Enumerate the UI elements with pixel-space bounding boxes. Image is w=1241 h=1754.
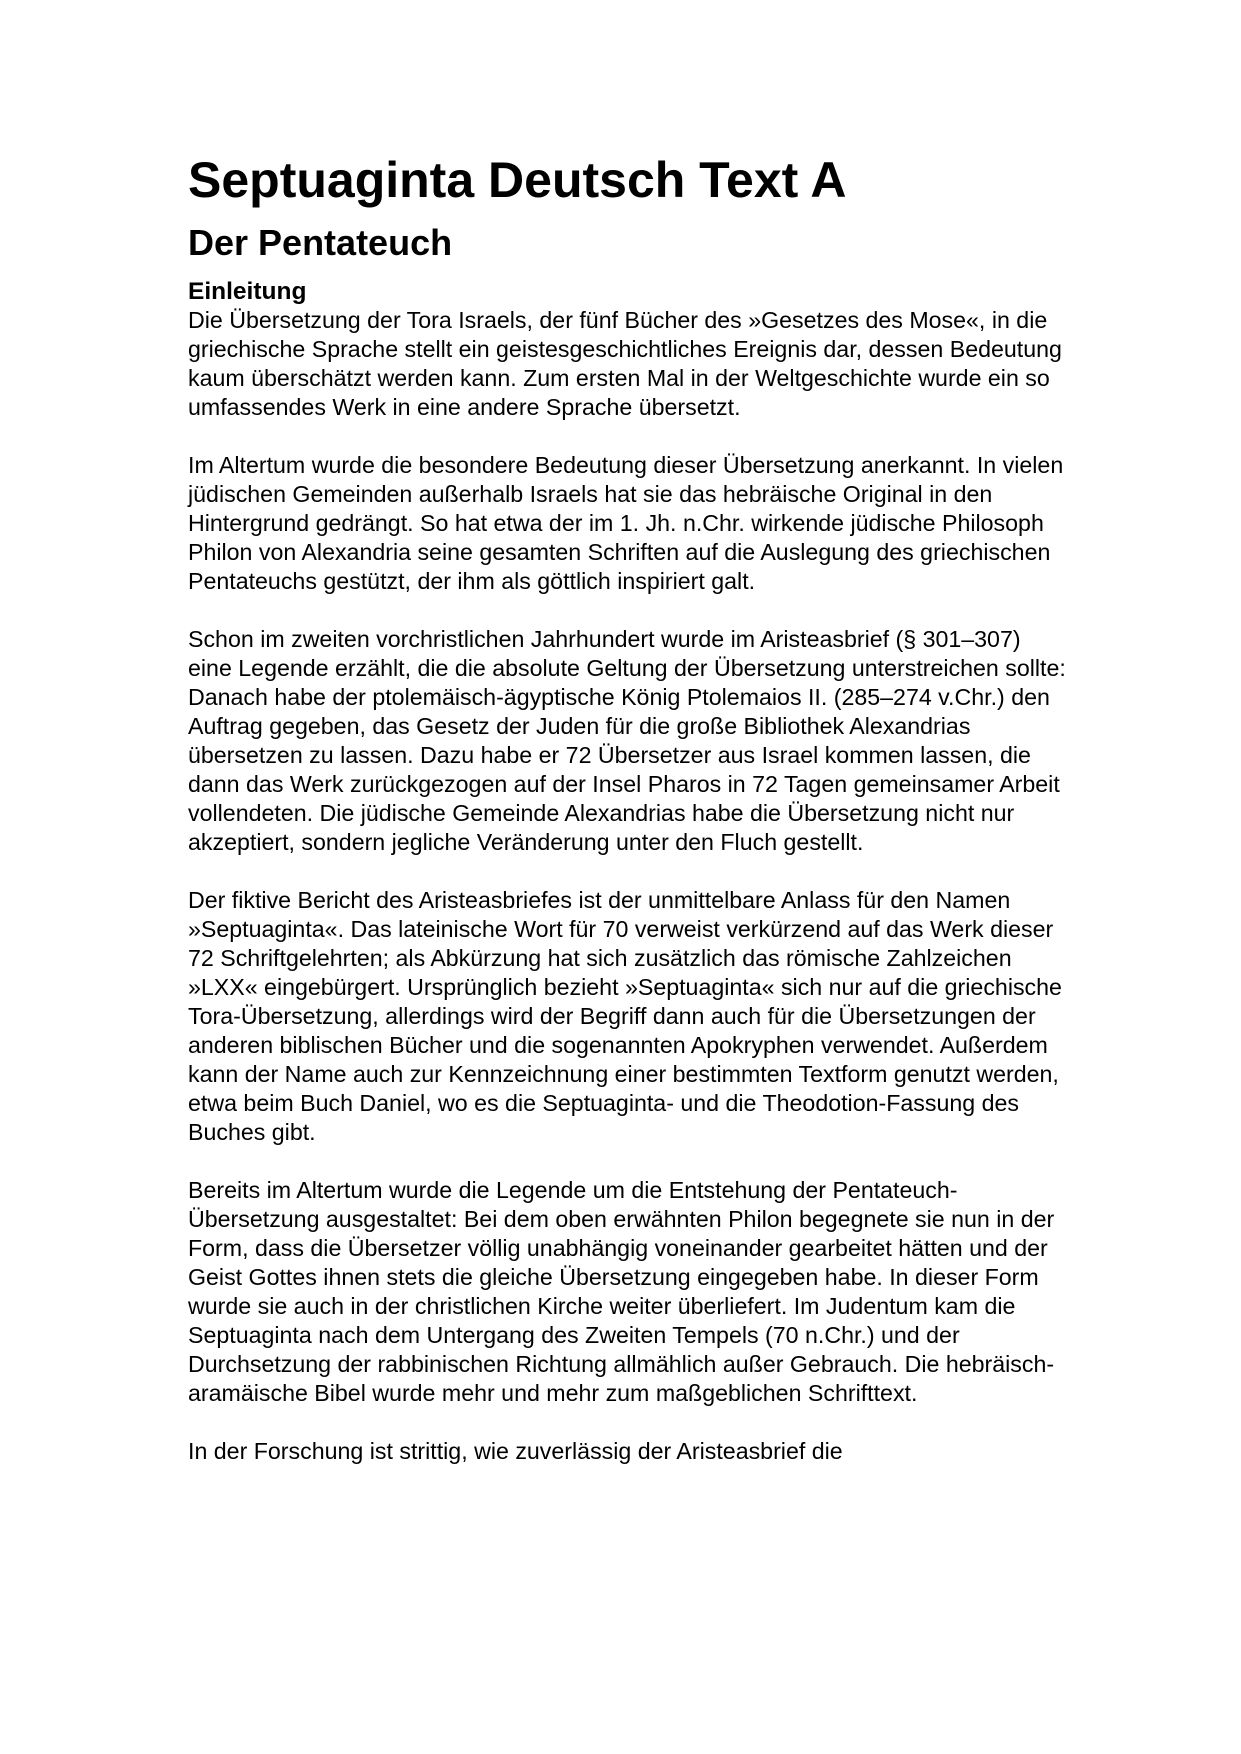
document-page: [188, 150, 1068, 1466]
paragraph: In der Forschung ist strittig, wie zuverlässig der Aristeasbrief die: [188, 1438, 843, 1464]
paragraph: Im Altertum wurde die besondere Bedeutung dieser Übersetzung anerkannt. In vielen jüdischen Gemeinden außerhalb Israels hat sie das hebräische Original in den Hintergrund gedrängt. So hat etwa der im 1. Jh. n.Chr. wirkende jüdische Philosoph Philon von Alexandria seine gesamten Schriften auf die Auslegung des griechischen Pentateuchs gestützt, der ihm als göttlich inspiriert galt.: [188, 452, 1064, 594]
document-title: Septuaginta Deutsch Text A: [188, 152, 847, 208]
document-subtitle: Der Pentateuch: [188, 222, 453, 263]
section-heading: Einleitung: [188, 278, 307, 305]
paragraph: Schon im zweiten vorchristlichen Jahrhundert wurde im Aristeasbrief (§ 301–307) eine Legende erzählt, die die absolute Geltung der Übersetzung unterstreichen sollte: Danach habe der ptolemäisch-ägyptische König Ptolemaios II. (285–274 v.Chr.) den Auftrag gegeben, das Gesetz der Juden für die große Bibliothek Alexandrias übersetzen zu lassen. Dazu habe er 72 Übersetzer aus Israel kommen lassen, die dann das Werk zurückgezogen auf der Insel Pharos in 72 Tagen gemeinsamer Arbeit vollendeten. Die jüdische Gemeinde Alexandrias habe die Übersetzung nicht nur akzeptiert, sondern jegliche Veränderung unter den Fluch gestellt.: [188, 626, 1066, 855]
paragraph: Bereits im Altertum wurde die Legende um die Entstehung der Pentateuch-Übersetzung ausgestaltet: Bei dem oben erwähnten Philon begegnete sie nun in der Form, dass die Übersetzer völlig unabhängig voneinander gearbeitet hätten und der Geist Gottes ihnen stets die gleiche Übersetzung eingegeben habe. In dieser Form wurde sie auch in der christlichen Kirche weiter überliefert. Im Judentum kam die Septuaginta nach dem Untergang des Zweiten Tempels (70 n.Chr.) und der Durchsetzung der rabbinischen Richtung allmählich außer Gebrauch. Die hebräisch-aramäische Bibel wurde mehr und mehr zum maßgeblichen Schrifttext.: [188, 1177, 1055, 1406]
paragraph: Der fiktive Bericht des Aristeasbriefes ist der unmittelbare Anlass für den Namen »Septuaginta«. Das lateinische Wort für 70 verweist verkürzend auf das Werk dieser 72 Schriftgelehrten; als Abkürzung hat sich zusätzlich das römische Zahlzeichen »LXX« eingebürgert. Ursprünglich bezieht »Septuaginta« sich nur auf die griechische Tora-Übersetzung, allerdings wird der Begriff dann auch für die Übersetzungen der anderen biblischen Bücher und die sogenannten Apokryphen verwendet. Außerdem kann der Name auch zur Kennzeichnung einer bestimmten Textform genutzt werden, etwa beim Buch Daniel, wo es die Septuaginta- und die Theodotion-Fassung des Buches gibt.: [188, 887, 1062, 1145]
body-text: [188, 306, 1068, 1466]
paragraph: Die Übersetzung der Tora Israels, der fünf Bücher des »Gesetzes des Mose«, in die griechische Sprache stellt ein geistesgeschichtliches Ereignis dar, dessen Bedeutung kaum überschätzt werden kann. Zum ersten Mal in der Weltgeschichte wurde ein so umfassendes Werk in eine andere Sprache übersetzt.: [188, 307, 1062, 420]
